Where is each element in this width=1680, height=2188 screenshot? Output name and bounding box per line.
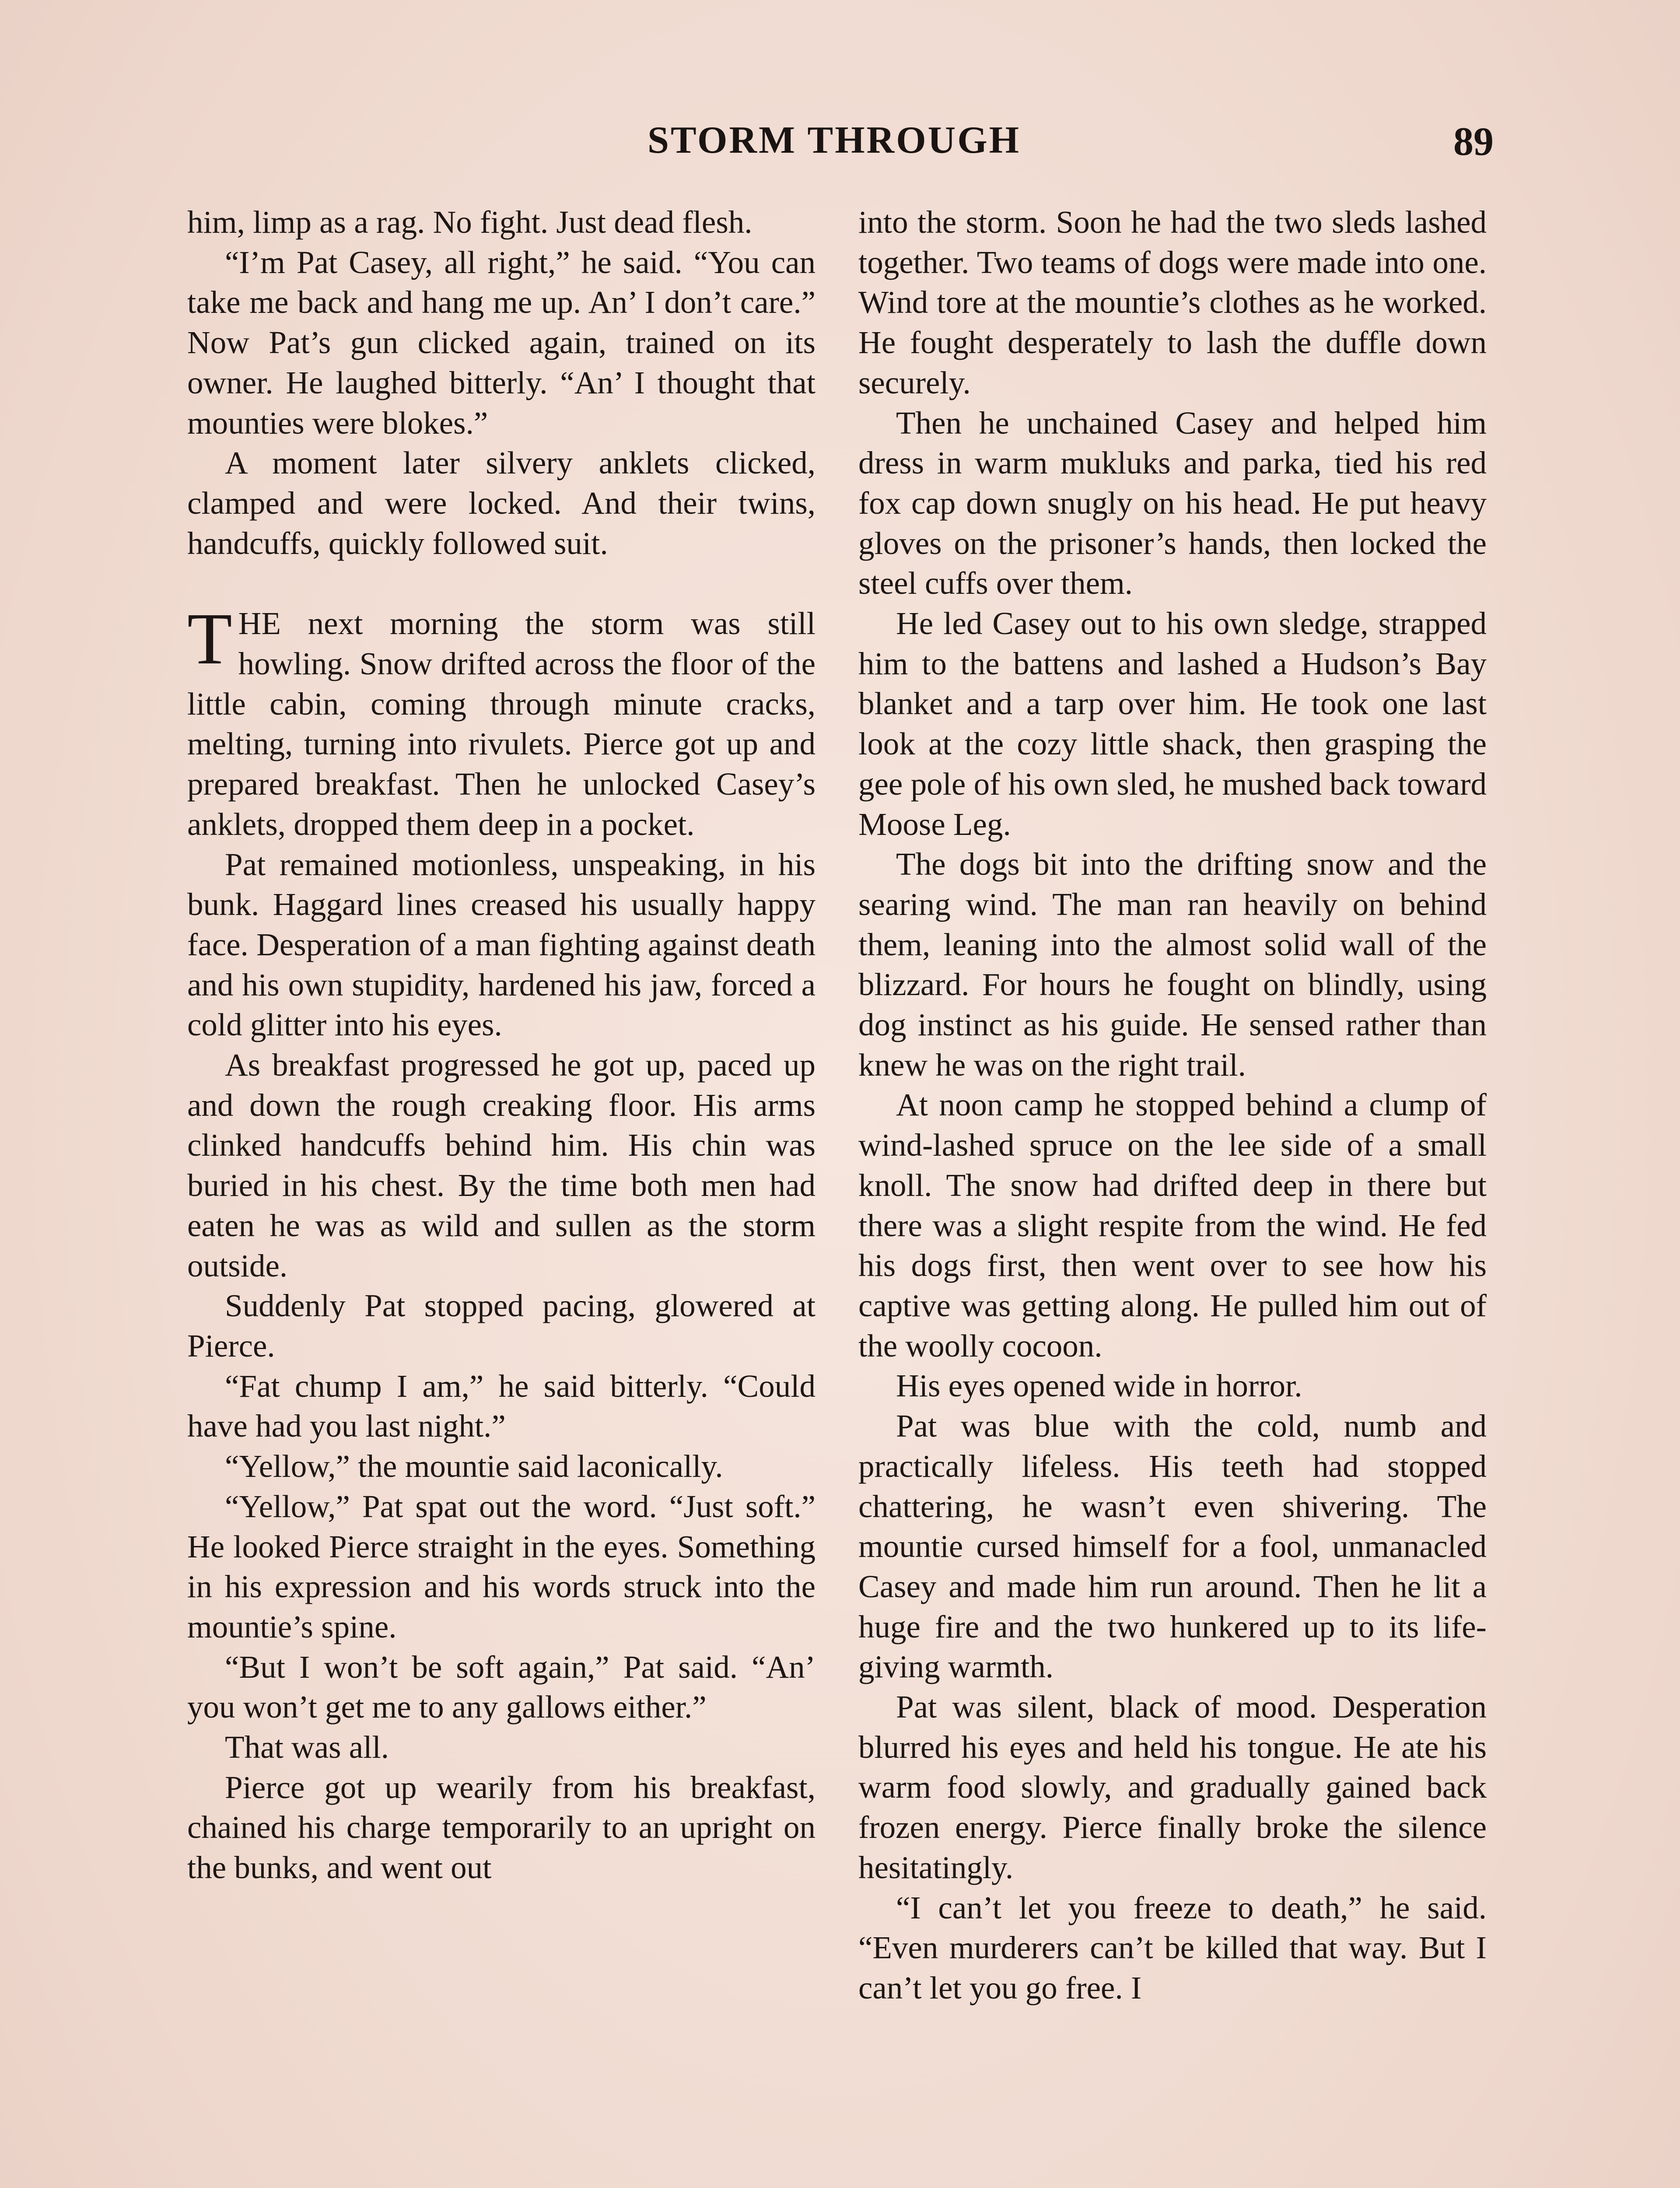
paragraph: “Fat chump I am,” he said bitterly. “Could have had you last night.”: [187, 1368, 816, 1444]
paragraph: As breakfast progressed he got up, paced up and down the rough creaking floor. His arms clinked handcuffs behind him. His chin was buried in his chest. By the time both men had eaten he was as wild and sullen as the storm outside.: [187, 1047, 816, 1283]
paragraph: Then he unchained Casey and helped him dress in warm mukluks and parka, tied his red fox cap down snugly on his head. He put heavy gloves on the prisoner’s hands, then locked the steel cuffs over them.: [858, 405, 1487, 601]
right-text-column: [858, 202, 1487, 2008]
paragraph: At noon camp he stopped behind a clump of wind-lashed spruce on the lee side of a small knoll. The snow had drifted deep in there but there was a slight respite from the wind. He fed his dogs first, then went over to see how his captive was getting along. He pulled him out of the woolly cocoon.: [858, 1087, 1487, 1364]
drop-cap: T: [187, 598, 232, 680]
section-opening-paragraph: [187, 598, 816, 844]
paragraph: Suddenly Pat stopped pacing, glowered at Pierce.: [187, 1288, 816, 1364]
page-number: 89: [1453, 119, 1494, 164]
paragraph: His eyes opened wide in horror.: [896, 1368, 1302, 1404]
paragraph: Pierce got up wearily from his breakfast, chained his charge temporarily to an upright on the bunks, and went out: [187, 1769, 816, 1886]
left-text-column: [187, 202, 816, 1888]
paragraph: “Yellow,” the mountie said laconically.: [225, 1448, 723, 1484]
paragraph: Pat was blue with the cold, numb and practically lifeless. His teeth had stopped chattering, he wasn’t even shivering. The mountie cursed himself for a fool, unmanacled Casey and made him run around. Then he lit a huge fire and the two hunkered up to its life-giving warmth.: [858, 1408, 1487, 1685]
paragraph: into the storm. Soon he had the two sleds lashed together. Two teams of dogs were made into one. Wind tore at the mountie’s clothes as he worked. He fought desperately to lash the duffle down securely.: [858, 204, 1487, 400]
running-title: STORM THROUGH: [648, 119, 1021, 161]
paragraph: “But I won’t be soft again,” Pat said. “An’ you won’t get me to any gallows either.”: [187, 1649, 816, 1725]
paragraph: him, limp as a rag. No fight. Just dead flesh.: [187, 204, 752, 240]
paragraph: Pat was silent, black of mood. Desperation blurred his eyes and held his tongue. He ate his warm food slowly, and gradually gained back frozen energy. Pierce finally broke the silence hesitatingly.: [858, 1689, 1487, 1885]
paragraph: He led Casey out to his own sledge, strapped him to the battens and lashed a Hudson’s Bay blanket and a tarp over him. He took one last look at the cozy little shack, then grasping the gee pole of his own sled, he mushed back toward Moose Leg.: [858, 606, 1487, 842]
paragraph: “Yellow,” Pat spat out the word. “Just soft.” He looked Pierce straight in the eyes. Something in his expression and his words struck into the mountie’s spine.: [187, 1488, 816, 1645]
paragraph: “I can’t let you freeze to death,” he said. “Even murderers can’t be killed that way. But I can’t let you go free. I: [858, 1890, 1487, 2006]
paragraph: A moment later silvery anklets clicked, clamped and were locked. And their twins, handcuffs, quickly followed suit.: [187, 445, 816, 561]
paragraph: That was all.: [225, 1729, 389, 1765]
section-opening-text: next morning the storm was still howling. Snow drifted across the floor of the little cabin, coming through minute cracks, melting, turning into rivulets. Pierce got up and prepared breakfast. Then he unlocked Casey’s anklets, dropped them deep in a pocket.: [187, 606, 816, 842]
paragraph: The dogs bit into the drifting snow and the searing wind. The man ran heavily on behind them, leaning into the almost solid wall of the blizzard. For hours he fought on blindly, using dog instinct as his guide. He sensed rather than knew he was on the right trail.: [858, 846, 1487, 1083]
paragraph: Pat remained motionless, unspeaking, in his bunk. Haggard lines creased his usually happy face. Desperation of a man fighting against death and his own stupidity, hardened his jaw, forced a cold glitter into his eyes.: [187, 846, 816, 1043]
section-opening-first-word: HE: [238, 606, 281, 642]
paragraph: “I’m Pat Casey, all right,” he said. “You can take me back and hang me up. An’ I don’t care.” Now Pat’s gun clicked again, trained on its owner. He laughed bitterly. “An’ I thought that mounties were blokes.”: [187, 244, 816, 441]
